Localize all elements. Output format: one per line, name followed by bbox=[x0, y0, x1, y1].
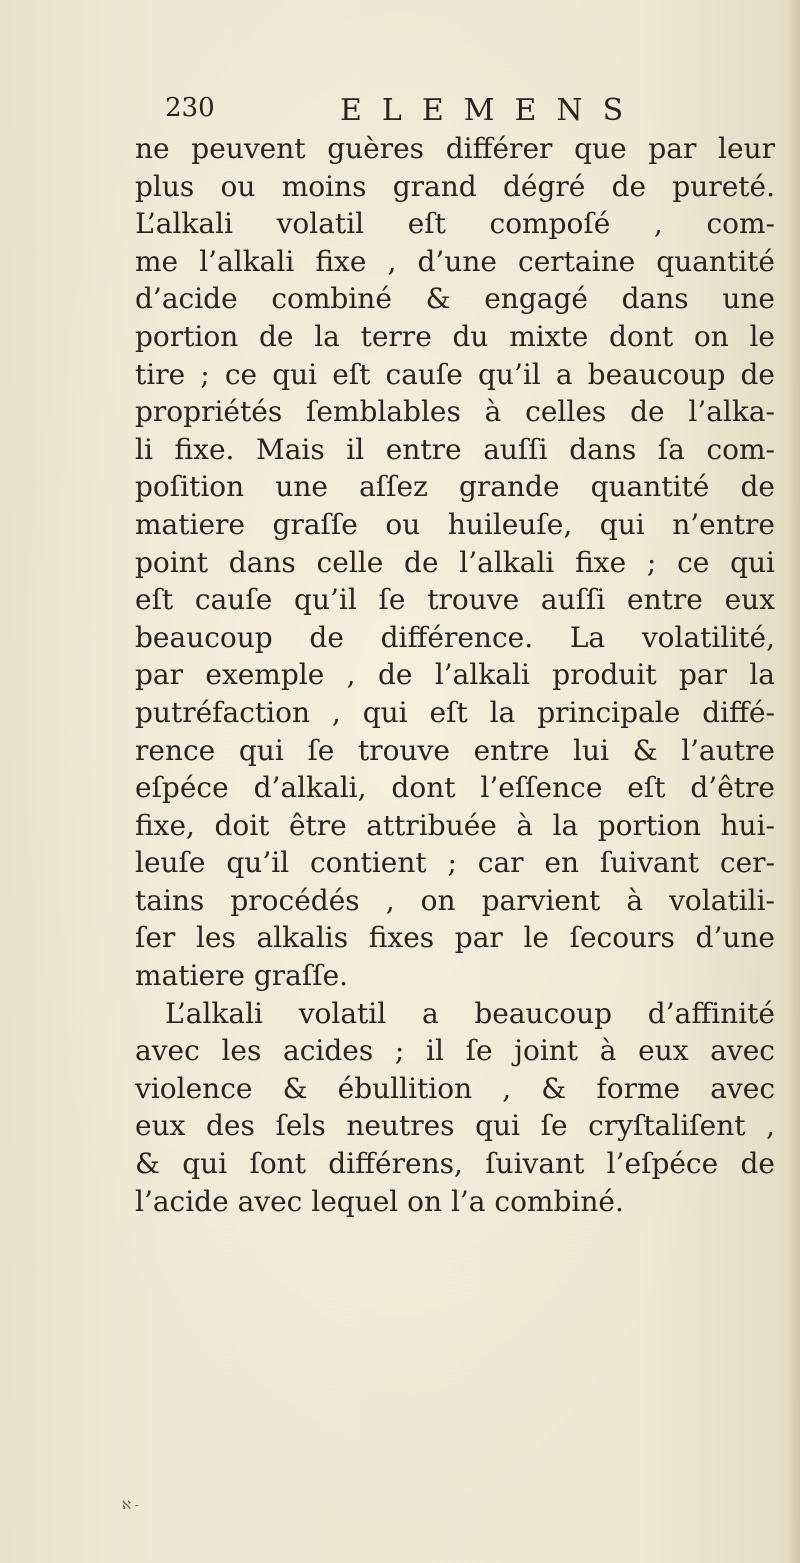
page-header bbox=[165, 93, 644, 133]
text-line: ſer les alkalis fixes par le ſecours d’une bbox=[135, 921, 775, 955]
running-title: ELEMENS bbox=[340, 93, 644, 128]
text-line: tire ; ce qui eſt cauſe qu’il a beaucoup de bbox=[135, 357, 775, 391]
text-line: li fixe. Mais il entre auſſi dans ſa com- bbox=[135, 432, 775, 466]
text-line: plus ou moins grand dégré de pureté. bbox=[135, 169, 775, 203]
text-line: fixe, doit être attribuée à la portion hui- bbox=[135, 808, 775, 842]
page-number: 230 bbox=[165, 93, 215, 123]
text-line: eſt cauſe qu’il ſe trouve auſſi entre eux bbox=[135, 583, 775, 617]
text-line: me l’alkali fixe , d’une certaine quantité bbox=[135, 244, 775, 278]
text-line: L’alkali volatil a beaucoup d’affinité bbox=[165, 996, 775, 1030]
text-line: poſition une aſſez grande quantité de bbox=[135, 470, 775, 504]
text-line: matiere graſſe. bbox=[135, 959, 349, 993]
paragraph-2 bbox=[135, 995, 775, 1221]
text-line: avec les acides ; il ſe joint à eux avec bbox=[135, 1034, 775, 1068]
text-line: portion de la terre du mixte dont on le bbox=[135, 319, 775, 353]
text-line: matiere graſſe ou huileuſe, qui n’entre bbox=[135, 507, 775, 541]
page-edge-shadow bbox=[786, 0, 800, 1563]
text-line: putréfaction , qui eſt la principale diffé- bbox=[135, 695, 775, 729]
text-line: leuſe qu’il contient ; car en ſuivant cer- bbox=[135, 846, 775, 880]
text-line: eſpéce d’alkali, dont l’eſſence eſt d’être bbox=[135, 771, 775, 805]
text-line: rence qui ſe trouve entre lui & l’autre bbox=[135, 733, 775, 767]
text-line: l’acide avec lequel on l’a combiné. bbox=[135, 1184, 624, 1218]
body-text bbox=[135, 130, 775, 1220]
text-line: beaucoup de différence. La volatilité, bbox=[135, 620, 775, 654]
text-line: par exemple , de l’alkali produit par la bbox=[135, 658, 775, 692]
text-line: point dans celle de l’alkali fixe ; ce qui bbox=[135, 545, 775, 579]
text-line: d’acide combiné & engagé dans une bbox=[135, 282, 775, 316]
text-line: tains procédés , on parvient à volatili- bbox=[135, 883, 775, 917]
text-line: ne peuvent guères différer que par leur bbox=[135, 132, 775, 165]
text-line: propriétés ſemblables à celles de l’alka- bbox=[135, 395, 775, 429]
text-line: L’alkali volatil eſt compoſé , com- bbox=[135, 207, 775, 241]
text-line: eux des ſels neutres qui ſe cryſtaliſent , bbox=[135, 1109, 775, 1143]
footer-mark: ℵ - bbox=[122, 1498, 139, 1512]
text-line: & qui ſont différens, ſuivant l’eſpéce de bbox=[135, 1147, 775, 1181]
paragraph-1 bbox=[135, 130, 775, 995]
text-line: violence & ébullition , & forme avec bbox=[135, 1071, 775, 1105]
